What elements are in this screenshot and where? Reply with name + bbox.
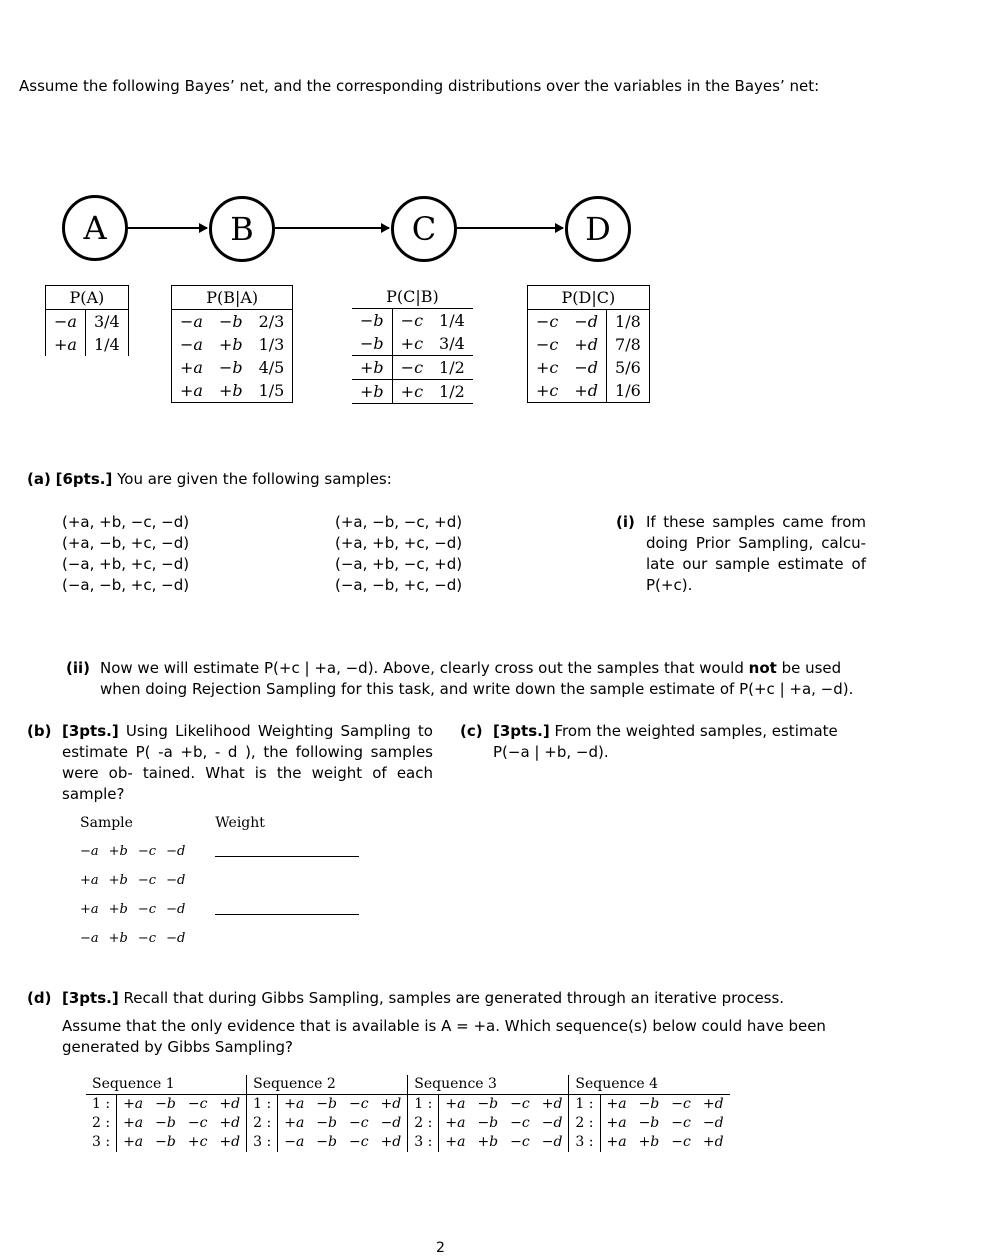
cpt-pcb xyxy=(352,285,473,404)
cell: −a xyxy=(284,1134,305,1150)
cell: −b xyxy=(218,358,243,377)
part-c xyxy=(460,721,840,763)
cell: +a xyxy=(180,381,203,400)
sample: (−a, −b, +c, −d) xyxy=(335,576,463,594)
cell: −d xyxy=(566,356,606,379)
cell: −c xyxy=(137,873,157,888)
cell: +a xyxy=(445,1134,466,1150)
cell: −c xyxy=(187,1115,208,1131)
cell: −c xyxy=(671,1115,691,1131)
cell: 1 : xyxy=(408,1095,439,1115)
sample: (−a, +b, −c, +d) xyxy=(335,555,463,573)
part-b xyxy=(27,721,433,805)
cell: −b xyxy=(477,1096,499,1112)
weight-answer-line[interactable] xyxy=(215,842,359,857)
cpt-pa xyxy=(45,285,129,356)
sequence-title: Sequence 1 xyxy=(86,1075,247,1095)
cell: +d xyxy=(375,1095,408,1115)
table-row xyxy=(86,1095,730,1115)
cell: −b xyxy=(638,1115,660,1131)
cpt-pba xyxy=(171,285,293,403)
samples-column-2 xyxy=(335,512,462,596)
cell: +b xyxy=(108,902,128,917)
cell: +b xyxy=(108,873,128,888)
cell: +a xyxy=(284,1115,305,1131)
cell: +c xyxy=(187,1134,208,1150)
cell: −d xyxy=(166,931,186,946)
cpt-title: P(D|C) xyxy=(528,286,650,310)
cell: 1/2 xyxy=(439,382,465,401)
cell: +d xyxy=(213,1114,246,1133)
cell: −c xyxy=(510,1134,530,1150)
part-body xyxy=(62,721,433,805)
cell: +a xyxy=(123,1096,144,1112)
cell: −a xyxy=(80,844,99,859)
cell: −c xyxy=(671,1134,691,1150)
cell: −b xyxy=(316,1096,337,1112)
question-text xyxy=(100,658,861,700)
cell: +d xyxy=(702,1134,724,1150)
cell: −a xyxy=(80,931,99,946)
arrow-b-c xyxy=(275,227,389,229)
node-c: C xyxy=(391,196,457,262)
cell: −a xyxy=(46,310,86,334)
arrow-a-b xyxy=(128,227,207,229)
part-points: [6pts.] xyxy=(55,470,113,488)
cell: 1/8 xyxy=(615,312,641,331)
cell: −b xyxy=(218,312,243,331)
part-text: Recall that during Gibbs Sampling, samples are generated through an iterative process. xyxy=(123,989,785,1007)
cell: +a xyxy=(80,902,99,917)
cell: −b xyxy=(316,1134,337,1150)
table-row xyxy=(86,1133,730,1152)
part-d xyxy=(27,988,867,1058)
cell: +b xyxy=(352,356,392,380)
cell: +b xyxy=(638,1134,660,1150)
cell: −c xyxy=(137,844,157,859)
question-ii xyxy=(66,658,861,700)
cell: +b xyxy=(108,844,128,859)
cell: −d xyxy=(166,844,186,859)
question-label: (ii) xyxy=(66,659,90,677)
cell: −c xyxy=(536,312,559,331)
cell: 3/4 xyxy=(85,310,128,334)
cell: −c xyxy=(137,902,157,917)
cell: 1/2 xyxy=(439,358,465,377)
cell: −c xyxy=(349,1115,369,1131)
part-points: [3pts.] xyxy=(62,722,119,740)
cell: +d xyxy=(566,333,606,356)
cell: −b xyxy=(155,1134,176,1150)
cell: 5/6 xyxy=(615,358,641,377)
table-row xyxy=(86,1114,730,1133)
sequence-title: Sequence 2 xyxy=(247,1075,408,1095)
part-a-header xyxy=(27,470,392,488)
sample: (+a, −b, −c, +d) xyxy=(335,513,463,531)
cell: 3 : xyxy=(408,1133,439,1152)
part-label: (c) xyxy=(460,722,483,740)
cell: +d xyxy=(536,1095,569,1115)
weighted-samples-table xyxy=(75,808,364,953)
cpt-title: P(A) xyxy=(46,286,129,310)
cell: −b xyxy=(155,1096,176,1112)
cell: 1/3 xyxy=(258,335,285,354)
cell: 1 : xyxy=(86,1095,117,1115)
cell: 1/4 xyxy=(85,333,128,356)
cell: −d xyxy=(375,1114,408,1133)
cell: 3 : xyxy=(569,1133,600,1152)
sample: (−a, +b, +c, −d) xyxy=(62,555,190,573)
cell: +c xyxy=(536,358,559,377)
cell: 1 : xyxy=(569,1095,600,1115)
sequence-title: Sequence 4 xyxy=(569,1075,730,1095)
cell: −c xyxy=(671,1096,691,1112)
intro-text: Assume the following Bayes’ net, and the corresponding distributions over the variables in the Bayes’ net: xyxy=(19,77,820,95)
part-body xyxy=(493,721,840,763)
cell: +a xyxy=(606,1096,627,1112)
cpt-title: P(B|A) xyxy=(172,286,293,310)
cell: −c xyxy=(349,1134,369,1150)
arrow-c-d xyxy=(457,227,563,229)
cell: +c xyxy=(400,334,424,353)
sequence-title: Sequence 3 xyxy=(408,1075,569,1095)
cell: 7/8 xyxy=(615,335,641,354)
cell: 3 : xyxy=(247,1133,278,1152)
cell: +a xyxy=(606,1115,627,1131)
question-text: If these samples came from doing Prior Sampling, calcu- late our sample estimate of P(+c). xyxy=(646,513,866,594)
cell: −b xyxy=(316,1115,337,1131)
cell: −d xyxy=(536,1114,569,1133)
gibbs-sequences-table xyxy=(86,1075,730,1152)
table-row xyxy=(75,866,364,895)
table-row xyxy=(75,837,364,866)
cell: +a xyxy=(80,873,99,888)
cell: −d xyxy=(166,902,186,917)
node-b: B xyxy=(209,196,275,262)
part-label: (d) xyxy=(27,989,52,1007)
cell: +d xyxy=(213,1133,246,1152)
part-text: Using Likelihood Weighting Sampling to estimate P( -a +b, - d ), the following samples were ob- tained. What is the weight of each sample? xyxy=(62,722,433,803)
sample: (+a, +b, −c, −d) xyxy=(62,513,190,531)
cell: 2 : xyxy=(408,1114,439,1133)
cell: 2 : xyxy=(247,1114,278,1133)
cell: +a xyxy=(123,1115,144,1131)
cell: +a xyxy=(46,333,86,356)
sample: (−a, −b, +c, −d) xyxy=(62,576,190,594)
cell: +d xyxy=(375,1133,408,1152)
cell: +d xyxy=(213,1095,246,1115)
cell: +b xyxy=(218,381,243,400)
cell: 3 : xyxy=(86,1133,117,1152)
cell: −d xyxy=(702,1115,724,1131)
part-text: From the weighted samples, estimate xyxy=(554,722,838,740)
cell: −c xyxy=(349,1096,369,1112)
table-row xyxy=(75,924,364,953)
sample: (+a, −b, +c, −d) xyxy=(62,534,190,552)
cell: 1/4 xyxy=(439,311,465,330)
cell: −c xyxy=(400,358,424,377)
cell: +d xyxy=(702,1096,724,1112)
part-text: P(−a | +b, −d). xyxy=(493,743,609,761)
cell: +b xyxy=(108,931,128,946)
cell: 2/3 xyxy=(258,312,285,331)
cell: −b xyxy=(352,309,392,333)
question-label: (i) xyxy=(616,513,635,531)
sample: (+a, +b, +c, −d) xyxy=(335,534,463,552)
cell: −c xyxy=(400,311,424,330)
cell: −c xyxy=(510,1115,530,1131)
part-body xyxy=(62,988,867,1058)
cell: +b xyxy=(352,380,392,404)
cell: −c xyxy=(187,1096,208,1112)
part-text: Assume that the only evidence that is available is A = +a. Which sequence(s) below could have been generated by Gibbs Sampling? xyxy=(62,1017,826,1056)
part-points: [3pts.] xyxy=(493,722,550,740)
text-segment: Now we will estimate P(+c | +a, −d). Above, clearly cross out the samples that would xyxy=(100,659,744,677)
cell: −b xyxy=(638,1096,660,1112)
header-sample: Sample xyxy=(80,814,133,831)
text-segment: be used when doing Rejection Sampling for this task, and write down the sample estimate of P(+c | +a, −d). xyxy=(100,659,854,698)
cell: +b xyxy=(477,1134,499,1150)
cell: +c xyxy=(536,381,559,400)
cell: −d xyxy=(166,873,186,888)
cell: 1/6 xyxy=(615,381,641,400)
cell: −b xyxy=(477,1115,499,1131)
cell: −b xyxy=(352,332,392,356)
part-label: (b) xyxy=(27,722,52,740)
cell: +a xyxy=(123,1134,144,1150)
cell: −a xyxy=(180,312,203,331)
cell: +b xyxy=(218,335,243,354)
text-bold: not xyxy=(748,659,777,677)
part-text: You are given the following samples: xyxy=(117,470,392,488)
cell: +d xyxy=(566,379,606,403)
cell: +a xyxy=(445,1115,466,1131)
node-d: D xyxy=(565,196,631,262)
cell: +a xyxy=(445,1096,466,1112)
cell: +a xyxy=(180,358,203,377)
cell: −c xyxy=(536,335,559,354)
weight-answer-line[interactable] xyxy=(215,900,359,915)
cell: −a xyxy=(180,335,203,354)
cell: −c xyxy=(510,1096,530,1112)
cell: +a xyxy=(284,1096,305,1112)
question-i xyxy=(616,512,866,596)
cell: −c xyxy=(137,931,157,946)
table-row xyxy=(75,895,364,924)
part-label: (a) xyxy=(27,470,51,488)
part-points: [3pts.] xyxy=(62,989,119,1007)
cpt-title: P(C|B) xyxy=(352,285,473,309)
cell: 1/5 xyxy=(258,381,285,400)
samples-column-1 xyxy=(62,512,189,596)
cell: 3/4 xyxy=(439,334,465,353)
cell: 1 : xyxy=(247,1095,278,1115)
header-weight: Weight xyxy=(215,814,265,831)
page-number: 2 xyxy=(436,1240,445,1256)
cell: 2 : xyxy=(86,1114,117,1133)
cell: +c xyxy=(400,382,424,401)
node-a: A xyxy=(62,195,128,261)
cpt-pdc xyxy=(527,285,650,403)
cell: +a xyxy=(606,1134,627,1150)
cell: 2 : xyxy=(569,1114,600,1133)
cell: −b xyxy=(155,1115,176,1131)
cell: −d xyxy=(536,1133,569,1152)
cell: −d xyxy=(566,310,606,334)
cell: 4/5 xyxy=(258,358,285,377)
